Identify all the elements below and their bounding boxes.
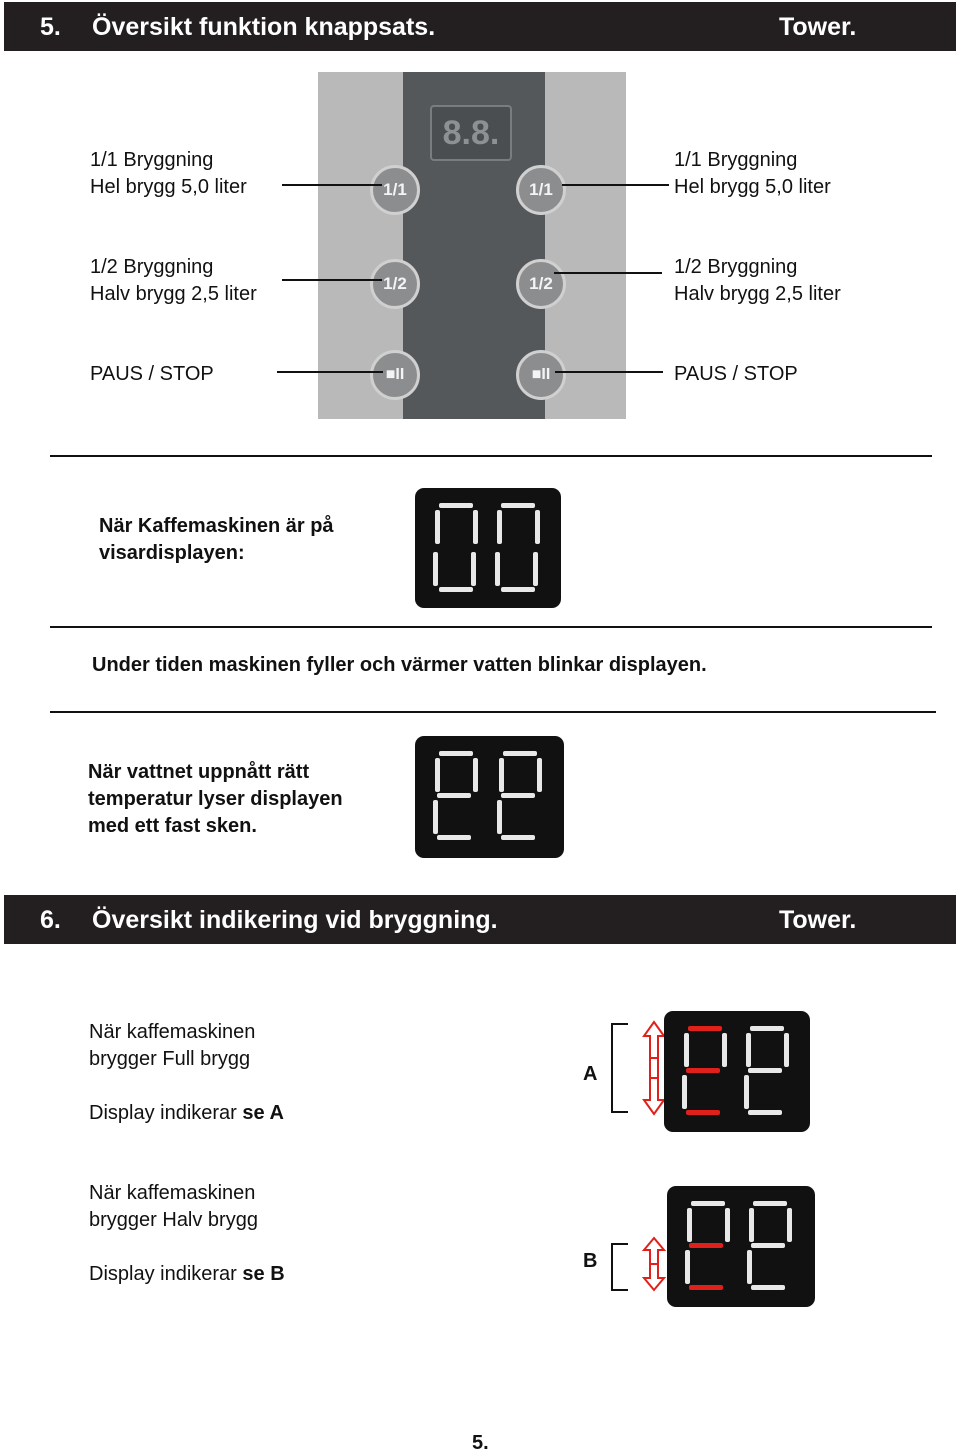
callout-left-pause bbox=[90, 361, 214, 388]
panel-display: 8.8. bbox=[430, 105, 512, 161]
callout-left-half bbox=[90, 254, 257, 308]
segment bbox=[682, 1075, 687, 1109]
leader-line bbox=[562, 184, 669, 186]
brew-half-text bbox=[89, 1180, 285, 1288]
segment bbox=[535, 510, 540, 544]
segment-red bbox=[689, 1243, 723, 1248]
seven-segment-display bbox=[415, 736, 564, 858]
section-number: 5. bbox=[40, 13, 61, 41]
brew-full-text bbox=[89, 1019, 284, 1127]
segment bbox=[499, 758, 504, 792]
segment bbox=[787, 1208, 792, 1242]
model-name: Tower. bbox=[779, 13, 857, 41]
segment-red bbox=[689, 1285, 723, 1290]
display-ref: se B bbox=[242, 1263, 285, 1285]
segment bbox=[748, 1068, 782, 1073]
page-number: 5. bbox=[472, 1432, 489, 1454]
full-brew-button-left[interactable]: 1/1 bbox=[370, 165, 420, 215]
segment bbox=[537, 758, 542, 792]
display-ready bbox=[415, 736, 564, 858]
divider bbox=[50, 711, 936, 713]
leader-line bbox=[277, 371, 383, 373]
marker-b: B bbox=[583, 1250, 598, 1272]
segment bbox=[691, 1201, 725, 1206]
display-ref-text: Display indikerar bbox=[89, 1263, 237, 1285]
callout-subtitle: Hel brygg 5,0 liter bbox=[674, 176, 831, 198]
half-brew-button-left[interactable]: 1/2 bbox=[370, 259, 420, 309]
status-ready-text bbox=[88, 759, 343, 840]
segment bbox=[725, 1208, 730, 1242]
segment bbox=[435, 758, 440, 792]
segment bbox=[437, 835, 471, 840]
segment bbox=[747, 1250, 752, 1284]
section-title: Översikt indikering vid bryggning. bbox=[92, 906, 498, 934]
text-line: När kaffemaskinen bbox=[89, 1021, 256, 1043]
segment bbox=[746, 1033, 751, 1067]
leader-line bbox=[555, 371, 663, 373]
half-brew-level-arrow bbox=[606, 1236, 668, 1294]
display-on bbox=[415, 488, 561, 608]
segment bbox=[439, 751, 473, 756]
segment bbox=[503, 751, 537, 756]
segment bbox=[439, 503, 473, 508]
callout-title: PAUS / STOP bbox=[90, 363, 214, 385]
seven-segment-display bbox=[415, 488, 561, 608]
seven-segment-display bbox=[664, 1011, 810, 1132]
model-name: Tower. bbox=[779, 906, 857, 934]
callout-subtitle: Halv brygg 2,5 liter bbox=[674, 283, 841, 305]
bracket bbox=[612, 1244, 628, 1290]
double-arrow-icon bbox=[644, 1022, 664, 1114]
segment bbox=[437, 793, 471, 798]
leader-line bbox=[554, 272, 662, 274]
segment bbox=[501, 587, 535, 592]
half-brew-button-right[interactable]: 1/2 bbox=[516, 259, 566, 309]
display-half-brew bbox=[667, 1186, 815, 1307]
segment bbox=[501, 503, 535, 508]
section-5-header bbox=[4, 2, 956, 51]
segment bbox=[495, 552, 500, 586]
callout-title: 1/1 Bryggning bbox=[674, 149, 798, 171]
segment bbox=[533, 552, 538, 586]
segment bbox=[748, 1110, 782, 1115]
text-line: brygger Halv brygg bbox=[89, 1209, 258, 1231]
text-line: När vattnet uppnått rätt bbox=[88, 761, 310, 783]
segment bbox=[684, 1033, 689, 1067]
status-on-text bbox=[99, 513, 334, 567]
full-brew-level-arrow bbox=[606, 1020, 668, 1116]
segment bbox=[473, 758, 478, 792]
display-ref-text: Display indikerar bbox=[89, 1102, 237, 1124]
section-number: 6. bbox=[40, 906, 61, 934]
callout-title: 1/1 Bryggning bbox=[90, 149, 214, 171]
segment bbox=[433, 552, 438, 586]
text-line: När kaffemaskinen bbox=[89, 1182, 256, 1204]
segment bbox=[439, 587, 473, 592]
pause-stop-button-right[interactable]: ■II bbox=[516, 350, 566, 400]
text-line: temperatur lyser displayen bbox=[88, 788, 343, 810]
segment bbox=[749, 1208, 754, 1242]
segment-red bbox=[688, 1026, 722, 1031]
segment bbox=[751, 1243, 785, 1248]
display-full-brew bbox=[664, 1011, 810, 1132]
segment bbox=[497, 800, 502, 834]
marker-a: A bbox=[583, 1063, 598, 1085]
segment bbox=[751, 1285, 785, 1290]
segment bbox=[744, 1075, 749, 1109]
display-ref: se A bbox=[242, 1102, 284, 1124]
divider bbox=[50, 455, 932, 457]
control-panel-photo bbox=[318, 72, 626, 419]
segment-red bbox=[686, 1110, 720, 1115]
section-title: Översikt funktion knappsats. bbox=[92, 13, 436, 41]
leader-line bbox=[282, 184, 382, 186]
callout-left-full bbox=[90, 147, 247, 201]
segment bbox=[433, 800, 438, 834]
segment bbox=[722, 1033, 727, 1067]
segment bbox=[784, 1033, 789, 1067]
status-heating-text: Under tiden maskinen fyller och värmer vatten blinkar displayen. bbox=[92, 654, 707, 676]
callout-right-full bbox=[674, 147, 831, 201]
segment bbox=[471, 552, 476, 586]
callout-subtitle: Halv brygg 2,5 liter bbox=[90, 283, 257, 305]
text-line: När Kaffemaskinen är på bbox=[99, 515, 334, 537]
segment bbox=[750, 1026, 784, 1031]
segment bbox=[687, 1208, 692, 1242]
callout-right-half bbox=[674, 254, 841, 308]
callout-title: 1/2 Bryggning bbox=[674, 256, 798, 278]
segment bbox=[753, 1201, 787, 1206]
seven-segment-display bbox=[667, 1186, 815, 1307]
text-line bbox=[89, 1100, 284, 1127]
text-line: brygger Full brygg bbox=[89, 1048, 251, 1070]
callout-title: PAUS / STOP bbox=[674, 363, 798, 385]
section-6-header bbox=[4, 895, 956, 944]
full-brew-button-right[interactable]: 1/1 bbox=[516, 165, 566, 215]
segment bbox=[501, 835, 535, 840]
text-line: visardisplayen: bbox=[99, 542, 245, 564]
callout-title: 1/2 Bryggning bbox=[90, 256, 214, 278]
bracket bbox=[612, 1024, 628, 1112]
segment bbox=[473, 510, 478, 544]
divider bbox=[50, 626, 932, 628]
text-line bbox=[89, 1261, 285, 1288]
leader-line bbox=[282, 279, 382, 281]
segment bbox=[497, 510, 502, 544]
callout-subtitle: Hel brygg 5,0 liter bbox=[90, 176, 247, 198]
callout-right-pause bbox=[674, 361, 798, 388]
segment bbox=[435, 510, 440, 544]
text-line: med ett fast sken. bbox=[88, 815, 257, 837]
segment-red bbox=[686, 1068, 720, 1073]
pause-stop-button-left[interactable]: ■II bbox=[370, 350, 420, 400]
segment bbox=[501, 793, 535, 798]
segment bbox=[685, 1250, 690, 1284]
